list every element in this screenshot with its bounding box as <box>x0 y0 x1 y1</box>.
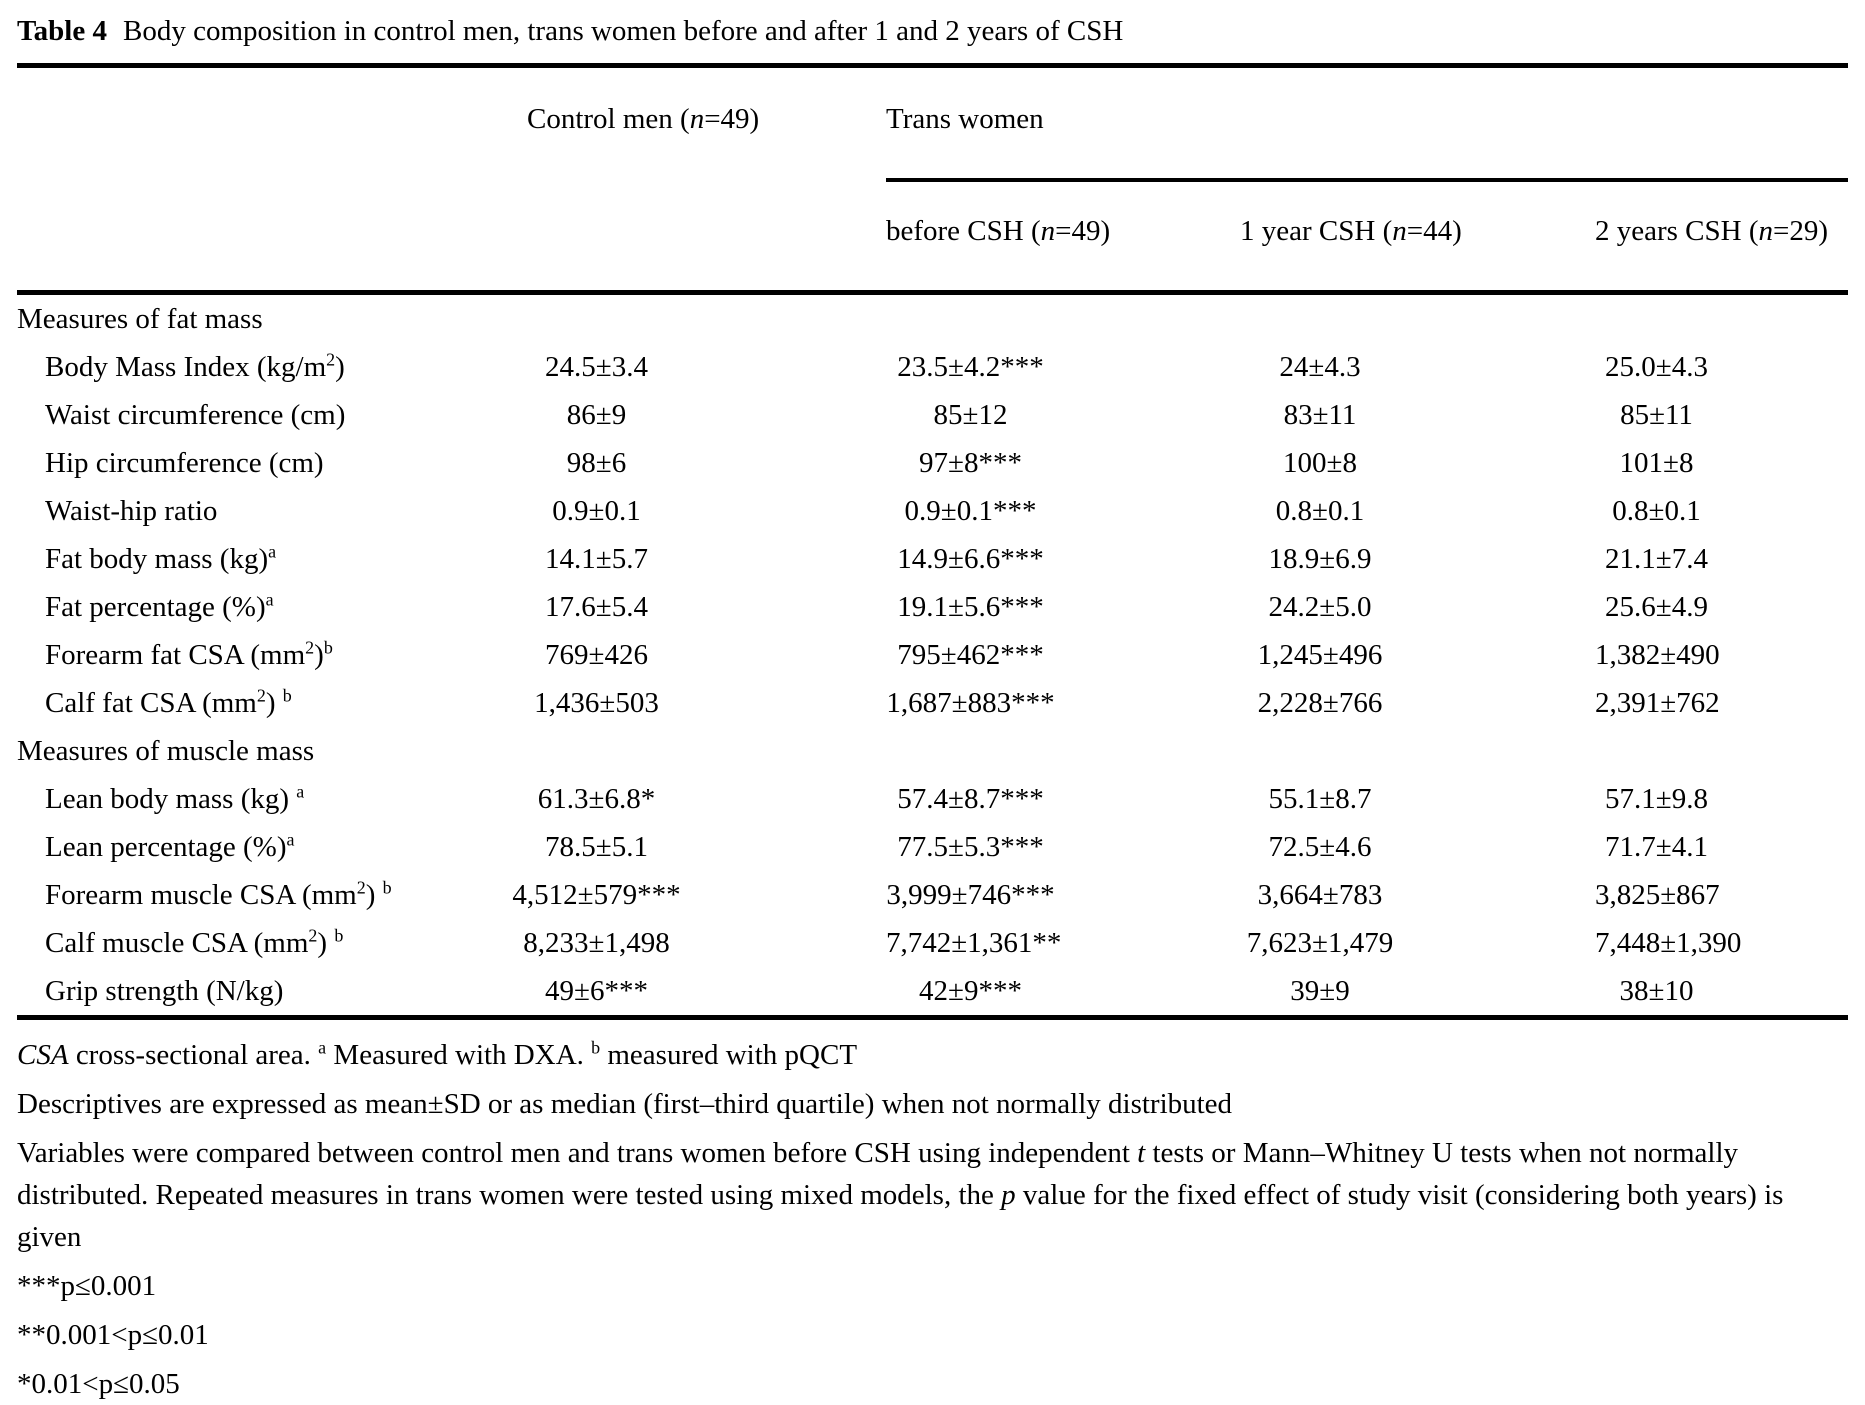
cell-2-years-csh: 25.0±4.3 <box>1605 350 1708 383</box>
footnote-significance-001: ***p≤0.001 <box>17 1270 157 1303</box>
footnote-significance-05: *0.01<p≤0.05 <box>17 1368 180 1401</box>
cell-1-year-csh: 24±4.3 <box>1279 350 1361 383</box>
row-label: Lean body mass (kg) $^a$ <box>45 780 305 815</box>
table-row <box>17 391 1848 439</box>
cell-control-men: 78.5±5.1 <box>545 830 648 863</box>
cell-1-year-csh: 55.1±8.7 <box>1268 782 1372 815</box>
row-label: Waist circumference (cm) <box>45 398 346 431</box>
cell-1-year-csh: 39±9 <box>1290 974 1350 1007</box>
cell-before-csh: 795±462*** <box>897 638 1044 671</box>
cell-2-years-csh: 25.6±4.9 <box>1605 590 1708 623</box>
row-label: Fat percentage (%)$^a$ <box>45 588 274 623</box>
cell-1-year-csh: 3,664±783 <box>1257 878 1383 911</box>
table-caption <box>17 12 1848 50</box>
cell-1-year-csh: 72.5±4.6 <box>1268 830 1372 863</box>
cell-2-years-csh: 38±10 <box>1619 974 1694 1007</box>
cell-control-men: 8,233±1,498 <box>523 926 670 959</box>
cell-control-men: 61.3±6.8* <box>537 782 656 815</box>
cell-before-csh: 77.5±5.3*** <box>897 830 1044 863</box>
row-label: Forearm fat CSA $(mm^2)^b$ <box>45 636 333 671</box>
table-footnotes <box>17 1034 1848 1405</box>
row-label: Lean percentage (%)$^a$ <box>45 828 295 863</box>
column-header-2-years-csh: 2 years CSH (n=29) <box>1595 180 1848 293</box>
table-row <box>17 439 1848 487</box>
cell-before-csh: 97±8*** <box>919 446 1022 479</box>
table-body <box>17 293 1848 1018</box>
cell-2-years-csh: 1,382±490 <box>1595 638 1720 671</box>
table-row <box>17 631 1848 679</box>
cell-before-csh: 42±9*** <box>919 974 1022 1007</box>
footnote-statistics: Variables were compared between control men and trans women before CSH using independent t tests or Mann–Whitney U tests when not normally distributed. Repeated measures in trans women were tested using mixed models, the p value for the fixed effect of study visit (considering both years) is given <box>17 1137 1784 1254</box>
row-label: Calf fat CSA $(mm^2)$ $^b$ <box>45 684 292 719</box>
table-caption-text: Body composition in control men, trans women before and after 1 and 2 years of CSH <box>123 15 1124 47</box>
cell-2-years-csh: 2,391±762 <box>1595 686 1720 719</box>
table-row <box>17 823 1848 871</box>
cell-control-men: 98±6 <box>566 446 627 479</box>
table-header <box>17 66 1848 293</box>
cell-2-years-csh: 85±11 <box>1620 398 1693 431</box>
cell-control-men: 24.5±3.4 <box>545 350 648 383</box>
cell-2-years-csh: 71.7±4.1 <box>1605 830 1708 863</box>
table-row <box>17 679 1848 727</box>
column-header-1-year-csh: 1 year CSH (n=44) <box>1240 180 1595 293</box>
cell-control-men: 14.1±5.7 <box>545 542 648 575</box>
cell-2-years-csh: 57.1±9.8 <box>1605 782 1708 815</box>
column-header-before-csh: before CSH (n=49) <box>886 180 1240 293</box>
cell-before-csh: 19.1±5.6*** <box>897 590 1044 623</box>
column-group-trans-women: Trans women <box>886 66 1848 181</box>
cell-before-csh: 0.9±0.1*** <box>904 494 1037 527</box>
row-label: Body Mass Index $(kg/m^2)$ <box>45 348 345 383</box>
row-label: Waist-hip ratio <box>45 494 218 527</box>
row-label: Calf muscle CSA $(mm^2)$ $^b$ <box>45 924 344 959</box>
table-row <box>17 919 1848 967</box>
cell-before-csh: 7,742±1,361** <box>886 926 1062 959</box>
cell-before-csh: 14.9±6.6*** <box>897 542 1044 575</box>
table-row <box>17 343 1848 391</box>
cell-1-year-csh: 1,245±496 <box>1257 638 1383 671</box>
sub-header-row <box>17 180 1848 293</box>
cell-control-men: 17.6±5.4 <box>545 590 648 623</box>
cell-1-year-csh: 7,623±1,479 <box>1246 926 1394 959</box>
cell-control-men: 769±426 <box>545 638 648 671</box>
cell-1-year-csh: 100±8 <box>1283 446 1357 479</box>
table-row <box>17 583 1848 631</box>
cell-control-men: 1,436±503 <box>534 686 659 719</box>
table-caption-label: Table 4 <box>17 15 107 47</box>
cell-1-year-csh: 83±11 <box>1283 398 1357 431</box>
footnote-significance-01: **0.001<p≤0.01 <box>17 1319 209 1352</box>
row-label: Grip strength (N/kg) <box>45 974 284 1007</box>
empty-header-cell <box>17 180 447 293</box>
cell-1-year-csh: 0.8±0.1 <box>1275 494 1365 527</box>
cell-1-year-csh: 24.2±5.0 <box>1268 590 1372 623</box>
cell-before-csh: 23.5±4.2*** <box>897 350 1044 383</box>
footnote-abbreviations: CSA cross-sectional area. $^a$ Measured with DXA. $^b$ measured with pQCT <box>17 1037 858 1071</box>
section-title-fat-mass: Measures of fat mass <box>17 302 263 335</box>
table-row <box>17 775 1848 823</box>
cell-control-men: 49±6*** <box>545 974 648 1007</box>
section-header-row <box>17 727 1848 775</box>
cell-before-csh: 85±12 <box>933 398 1008 431</box>
table-row <box>17 487 1848 535</box>
cell-1-year-csh: 2,228±766 <box>1257 686 1383 719</box>
body-composition-table <box>17 63 1848 1020</box>
cell-2-years-csh: 3,825±867 <box>1595 878 1720 911</box>
cell-2-years-csh: 21.1±7.4 <box>1605 542 1708 575</box>
empty-header-cell <box>447 180 886 293</box>
column-header-control-men: Control men (n=49) <box>527 103 760 135</box>
cell-control-men: 86±9 <box>566 398 627 431</box>
cell-before-csh: 3,999±746*** <box>886 878 1055 911</box>
table-row <box>17 871 1848 919</box>
cell-before-csh: 57.4±8.7*** <box>897 782 1044 815</box>
section-title-muscle-mass: Measures of muscle mass <box>17 734 315 767</box>
cell-before-csh: 1,687±883*** <box>886 686 1055 719</box>
footnote-descriptives: Descriptives are expressed as mean±SD or as median (first–third quartile) when not normally distributed <box>17 1088 1233 1121</box>
cell-1-year-csh: 18.9±6.9 <box>1268 542 1372 575</box>
empty-header-cell <box>17 66 447 181</box>
cell-control-men: 0.9±0.1 <box>552 494 641 527</box>
cell-2-years-csh: 0.8±0.1 <box>1612 494 1701 527</box>
cell-2-years-csh: 7,448±1,390 <box>1595 926 1742 959</box>
table-row <box>17 535 1848 583</box>
row-label: Forearm muscle CSA $(mm^2)$ $^b$ <box>45 876 392 911</box>
cell-control-men: 4,512±579*** <box>512 878 681 911</box>
cell-2-years-csh: 101±8 <box>1619 446 1694 479</box>
table-row <box>17 967 1848 1018</box>
group-header-row <box>17 66 1848 181</box>
row-label: Fat body mass (kg)$^a$ <box>45 540 277 575</box>
section-header-row <box>17 293 1848 344</box>
row-label: Hip circumference (cm) <box>45 446 324 479</box>
